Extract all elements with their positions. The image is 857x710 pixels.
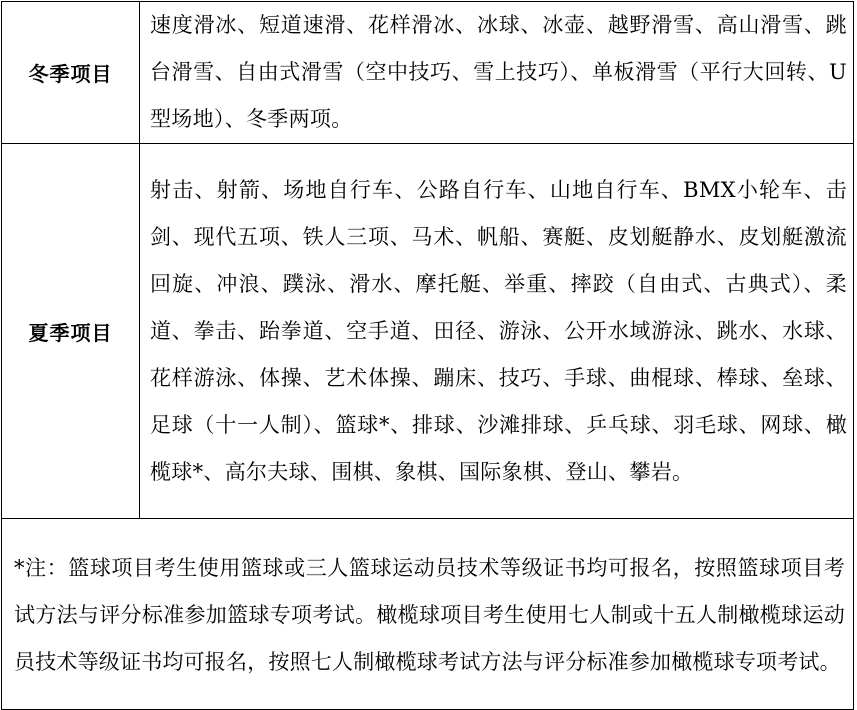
items-winter: 速度滑冰、短道速滑、花样滑冰、冰球、冰壶、越野滑雪、高山滑雪、跳台滑雪、自由式滑雪（空中技巧、雪上技巧）、单板滑雪（平行大回转、U型场地）、冬季两项。 xyxy=(140,2,854,144)
category-winter: 冬季项目 xyxy=(2,2,140,144)
table-row-note xyxy=(2,519,854,710)
footnote: *注：篮球项目考生使用篮球或三人篮球运动员技术等级证书均可报名，按照篮球项目考试方法与评分标准参加篮球专项考试。橄榄球项目考生使用七人制或十五人制橄榄球运动员技术等级证书均可报名，按照七人制橄榄球考试方法与评分标准参加橄榄球专项考试。 xyxy=(2,519,854,710)
table-row-winter xyxy=(2,2,854,144)
items-summer: 射击、射箭、场地自行车、公路自行车、山地自行车、BMX小轮车、击剑、现代五项、铁人三项、马术、帆船、赛艇、皮划艇静水、皮划艇激流回旋、冲浪、蹼泳、滑水、摩托艇、举重、摔跤（自由式、古典式）、柔道、拳击、跆拳道、空手道、田径、游泳、公开水域游泳、跳水、水球、花样游泳、体操、艺术体操、蹦床、技巧、手球、曲棍球、棒球、垒球、足球（十一人制）、篮球*、排球、沙滩排球、乒乓球、羽毛球、网球、橄榄球*、高尔夫球、围棋、象棋、国际象棋、登山、攀岩。 xyxy=(140,144,854,519)
category-summer: 夏季项目 xyxy=(2,144,140,519)
table-row-summer xyxy=(2,144,854,519)
sports-category-table xyxy=(1,1,854,710)
